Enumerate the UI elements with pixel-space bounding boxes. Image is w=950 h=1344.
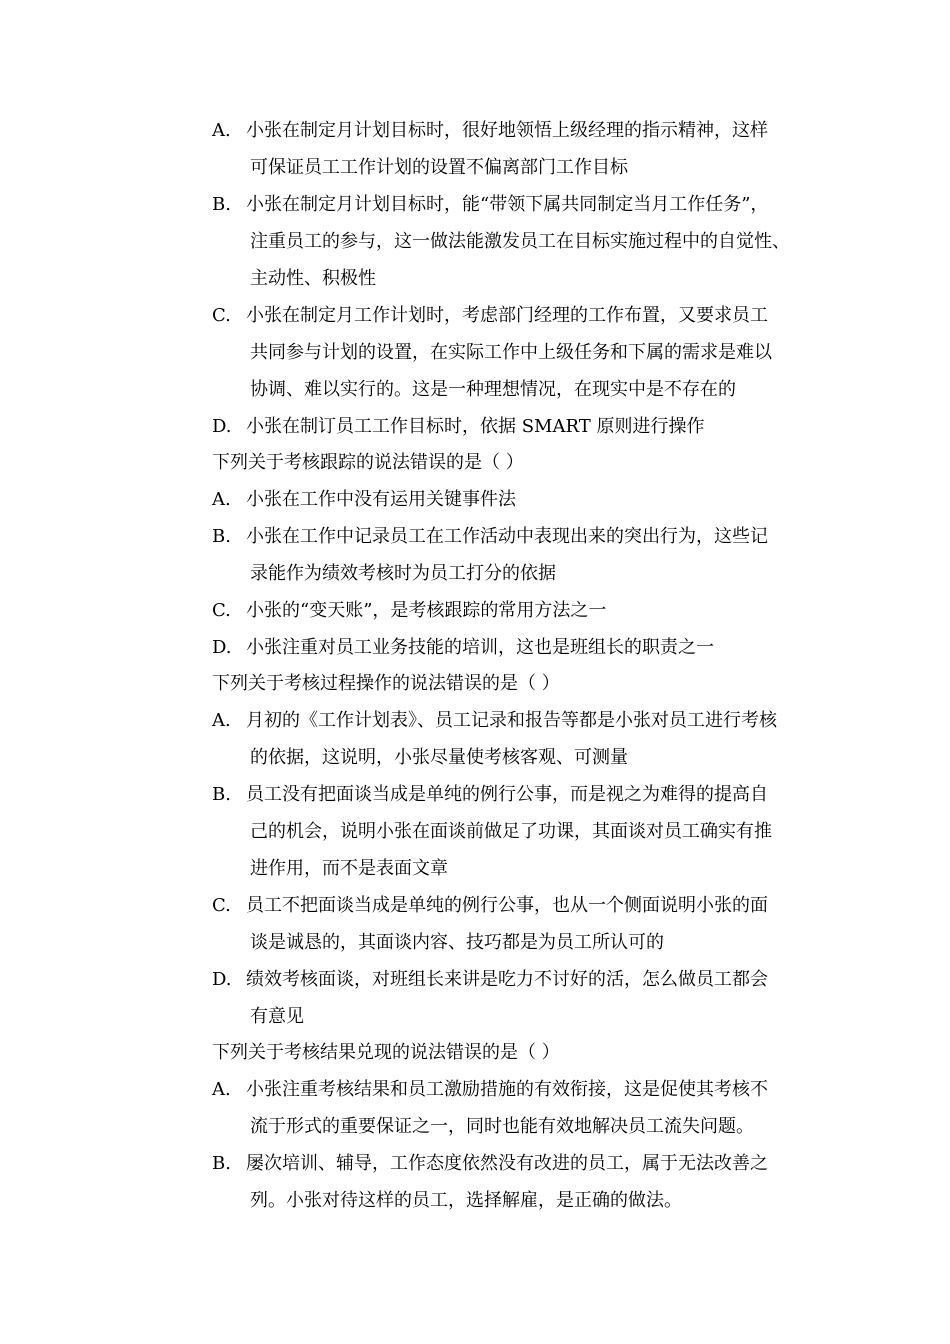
answer-option — [212, 186, 812, 297]
option-letter: B. — [212, 784, 231, 805]
option-text-line: 屡次培训、辅导，工作态度依然没有改进的员工，属于无法改善之 — [246, 1153, 768, 1174]
option-letter: D. — [212, 416, 232, 437]
option-text-line: 月初的《工作计划表》、员工记录和报告等都是小张对员工进行考核 — [246, 710, 777, 731]
question-list — [212, 112, 812, 1219]
option-letter: C. — [212, 600, 231, 621]
option-letter: A. — [212, 710, 231, 731]
option-letter: B. — [212, 526, 231, 547]
option-text-line: 有意见 — [250, 1006, 304, 1027]
option-letter: C. — [212, 895, 231, 916]
option-text-line: 小张注重考核结果和员工激励措施的有效衔接，这是促使其考核不 — [246, 1079, 768, 1100]
option-text-line: 可保证员工工作计划的设置不偏离部门工作目标 — [250, 157, 628, 178]
option-text — [246, 408, 812, 445]
answer-option — [212, 297, 812, 408]
answer-option — [212, 887, 812, 961]
option-text-line: 小张在工作中没有运用关键事件法 — [246, 489, 516, 510]
option-letter: B. — [212, 194, 231, 215]
option-text — [246, 629, 812, 666]
option-text-line: 小张在工作中记录员工在工作活动中表现出来的突出行为，这些记 — [246, 526, 768, 547]
option-text — [246, 297, 812, 408]
question-stem: 下列关于考核过程操作的说法错误的是（ ） — [212, 673, 560, 694]
question-stem: 下列关于考核跟踪的说法错误的是（ ） — [212, 452, 524, 473]
option-letter: D. — [212, 969, 232, 990]
option-text-line: 己的机会，说明小张在面谈前做足了功课，其面谈对员工确实有推 — [250, 821, 772, 842]
option-letter: D. — [212, 637, 232, 658]
option-text — [246, 702, 812, 776]
answer-option — [212, 1071, 812, 1145]
option-text-line: 小张的“变天账”，是考核跟踪的常用方法之一 — [246, 600, 607, 621]
option-letter: A. — [212, 489, 231, 510]
option-text-line: 主动性、积极性 — [250, 268, 376, 289]
answer-option — [212, 481, 812, 518]
option-text-line: 小张在制定月计划目标时，能“带领下属共同制定当月工作任务”， — [246, 194, 769, 215]
option-text-line: 列。小张对待这样的员工，选择解雇，是正确的做法。 — [250, 1190, 682, 1211]
option-text-line: 谈是诚恳的，其面谈内容、技巧都是为员工所认可的 — [250, 932, 664, 953]
answer-option — [212, 408, 812, 445]
option-text — [246, 481, 812, 518]
option-text-line: 进作用，而不是表面文章 — [250, 858, 448, 879]
option-text — [246, 1145, 812, 1219]
option-text-line: 小张在制定月计划目标时，很好地领悟上级经理的指示精神，这样 — [246, 120, 768, 141]
option-text-line: 流于形式的重要保证之一，同时也能有效地解决员工流失问题。 — [250, 1116, 754, 1137]
option-text — [246, 776, 812, 887]
option-text-line: 员工不把面谈当成是单纯的例行公事，也从一个侧面说明小张的面 — [246, 895, 768, 916]
option-text — [246, 961, 812, 1035]
answer-option — [212, 518, 812, 592]
answer-option — [212, 112, 812, 186]
option-text-line: 注重员工的参与，这一做法能激发员工在目标实施过程中的自觉性、 — [250, 231, 790, 252]
option-text-line: 共同参与计划的设置，在实际工作中上级任务和下属的需求是难以 — [250, 342, 772, 363]
option-letter: A. — [212, 1079, 231, 1100]
option-letter: B. — [212, 1153, 231, 1174]
option-text-line: 小张在制定月工作计划时，考虑部门经理的工作布置，又要求员工 — [246, 305, 768, 326]
answer-option — [212, 592, 812, 629]
option-text-line: 员工没有把面谈当成是单纯的例行公事，而是视之为难得的提高自 — [246, 784, 768, 805]
answer-option — [212, 776, 812, 887]
option-text — [246, 1071, 812, 1145]
option-text-line: 小张注重对员工业务技能的培训，这也是班组长的职责之一 — [246, 637, 714, 658]
answer-option — [212, 629, 812, 666]
answer-option — [212, 961, 812, 1035]
option-text — [246, 186, 812, 297]
option-text — [246, 592, 812, 629]
option-letter: C. — [212, 305, 231, 326]
option-letter: A. — [212, 120, 231, 141]
answer-option — [212, 1145, 812, 1219]
option-text — [246, 887, 812, 961]
option-text-line: 小张在制订员工工作目标时，依据 SMART 原则进行操作 — [246, 416, 705, 437]
question-stem: 下列关于考核结果兑现的说法错误的是（ ） — [212, 1042, 560, 1063]
answer-option — [212, 702, 812, 776]
option-text — [246, 518, 812, 592]
option-text-line: 绩效考核面谈，对班组长来讲是吃力不讨好的活，怎么做员工都会 — [246, 969, 768, 990]
option-text-line: 录能作为绩效考核时为员工打分的依据 — [250, 563, 556, 584]
option-text-line: 协调、难以实行的。这是一种理想情况，在现实中是不存在的 — [250, 379, 736, 400]
option-text-line: 的依据，这说明，小张尽量使考核客观、可测量 — [250, 747, 628, 768]
option-text — [246, 112, 812, 186]
